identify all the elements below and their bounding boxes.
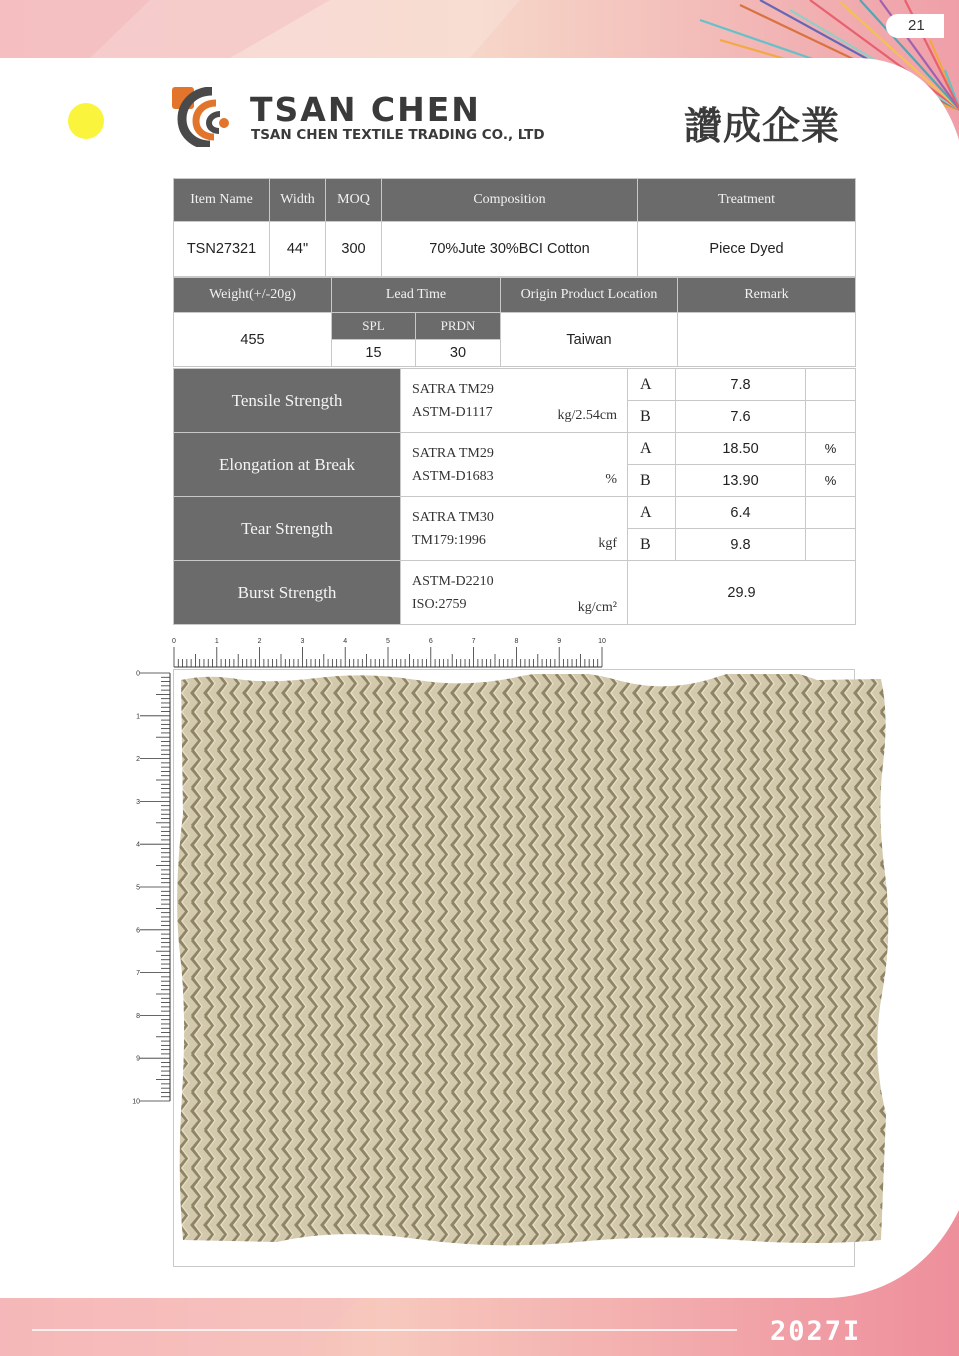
result-value: 29.9	[628, 561, 856, 625]
result-a-value: 18.50	[676, 433, 806, 465]
footer-code: 2027I	[770, 1316, 862, 1347]
treatment-value: Piece Dyed	[638, 222, 856, 277]
header-lead-time: Lead Time	[332, 278, 501, 313]
method-line-1: SATRA TM29	[412, 381, 494, 397]
method-line-1: SATRA TM30	[412, 509, 494, 525]
test-name-tensile: Tensile Strength	[174, 369, 401, 433]
header-treatment: Treatment	[638, 179, 856, 222]
header-origin: Origin Product Location	[501, 278, 678, 313]
ruler-left-label: 8	[136, 1012, 140, 1020]
company-logo-icon	[172, 87, 238, 147]
test-method-elongation	[401, 433, 628, 497]
test-method-tear	[401, 497, 628, 561]
header-prdn: PRDN	[416, 313, 501, 340]
item-spec-table	[173, 178, 856, 277]
method-line-2: TM179:1996	[412, 532, 486, 548]
ruler-left-label: 10	[132, 1098, 140, 1105]
ruler-top-label: 6	[428, 638, 433, 645]
ruler-top-label: 7	[471, 638, 476, 645]
ruler-left-label: 5	[136, 884, 140, 892]
header-weight: Weight(+/-20g)	[174, 278, 332, 313]
weight-value: 455	[174, 313, 332, 367]
ruler-top-label: 2	[257, 638, 262, 645]
method-line-2: ISO:2759	[412, 596, 467, 612]
direction-b-label: B	[628, 401, 676, 433]
test-name-tear: Tear Strength	[174, 497, 401, 561]
origin-value: Taiwan	[501, 313, 678, 367]
direction-a-label: A	[628, 433, 676, 465]
header-moq: MOQ	[326, 179, 382, 222]
direction-b-label: B	[628, 465, 676, 497]
remark-value	[678, 313, 856, 367]
test-name-burst: Burst Strength	[174, 561, 401, 625]
prdn-value: 30	[416, 340, 501, 367]
brand-name: TSAN CHEN	[250, 90, 481, 129]
composition-value: 70%Jute 30%BCI Cotton	[382, 222, 638, 277]
result-a-value: 6.4	[676, 497, 806, 529]
result-b-unit: %	[806, 465, 856, 497]
footer-rule	[32, 1329, 737, 1331]
ruler-left-label: 9	[136, 1055, 140, 1063]
ruler-left-label: 4	[136, 841, 140, 849]
test-method-tensile	[401, 369, 628, 433]
moq-value: 300	[326, 222, 382, 277]
header-remark: Remark	[678, 278, 856, 313]
spl-value: 15	[332, 340, 416, 367]
ruler-top-label: 9	[557, 638, 562, 645]
test-unit: %	[605, 472, 617, 487]
header-composition: Composition	[382, 179, 638, 222]
result-b-unit	[806, 529, 856, 561]
header-item-name: Item Name	[174, 179, 270, 222]
test-unit: kg/2.54cm	[557, 408, 617, 423]
method-line-1: SATRA TM29	[412, 445, 494, 461]
brand-subtitle: TSAN CHEN TEXTILE TRADING CO., LTD	[251, 127, 545, 143]
header-width: Width	[270, 179, 326, 222]
result-b-value: 7.6	[676, 401, 806, 433]
test-unit: kgf	[598, 536, 617, 551]
ruler-left-label: 1	[136, 713, 140, 721]
brand-cjk-name: 讚成企業	[684, 104, 841, 148]
ruler-left-label: 0	[136, 670, 140, 678]
ruler-left-label: 3	[136, 798, 140, 806]
ruler-top-label: 0	[172, 638, 176, 645]
ruler-left-label: 6	[136, 927, 140, 935]
item-name-value: TSN27321	[174, 222, 270, 277]
ruler-top-label: 5	[386, 638, 390, 645]
method-line-1: ASTM-D2210	[412, 573, 494, 589]
ruler-top-label: 4	[343, 638, 348, 645]
ruler-top-label: 8	[514, 638, 519, 645]
direction-a-label: A	[628, 497, 676, 529]
result-a-unit	[806, 497, 856, 529]
page-number: 21	[886, 14, 944, 38]
method-line-2: ASTM-D1683	[412, 468, 494, 484]
ruler-top-label: 1	[214, 638, 219, 645]
ruler-left-label: 7	[136, 970, 140, 978]
result-a-value: 7.8	[676, 369, 806, 401]
fabric-swatch-image	[177, 674, 889, 1246]
ruler-top-label: 3	[300, 638, 305, 645]
ruler-top	[170, 634, 610, 670]
ruler-left	[130, 665, 172, 1105]
header-spl: SPL	[332, 313, 416, 340]
result-b-value: 13.90	[676, 465, 806, 497]
method-line-2: ASTM-D1117	[412, 404, 493, 420]
result-a-unit	[806, 369, 856, 401]
test-unit: kg/cm²	[577, 600, 617, 615]
width-value: 44"	[270, 222, 326, 277]
test-name-elongation: Elongation at Break	[174, 433, 401, 497]
result-a-unit: %	[806, 433, 856, 465]
test-method-burst	[401, 561, 628, 625]
fabric-weave	[177, 674, 888, 1245]
production-table	[173, 277, 856, 367]
direction-b-label: B	[628, 529, 676, 561]
ruler-left-label: 2	[136, 756, 140, 764]
test-results-table	[173, 368, 856, 625]
direction-a-label: A	[628, 369, 676, 401]
accent-dot	[68, 103, 104, 139]
ruler-top-label: 10	[598, 638, 606, 645]
result-b-unit	[806, 401, 856, 433]
result-b-value: 9.8	[676, 529, 806, 561]
